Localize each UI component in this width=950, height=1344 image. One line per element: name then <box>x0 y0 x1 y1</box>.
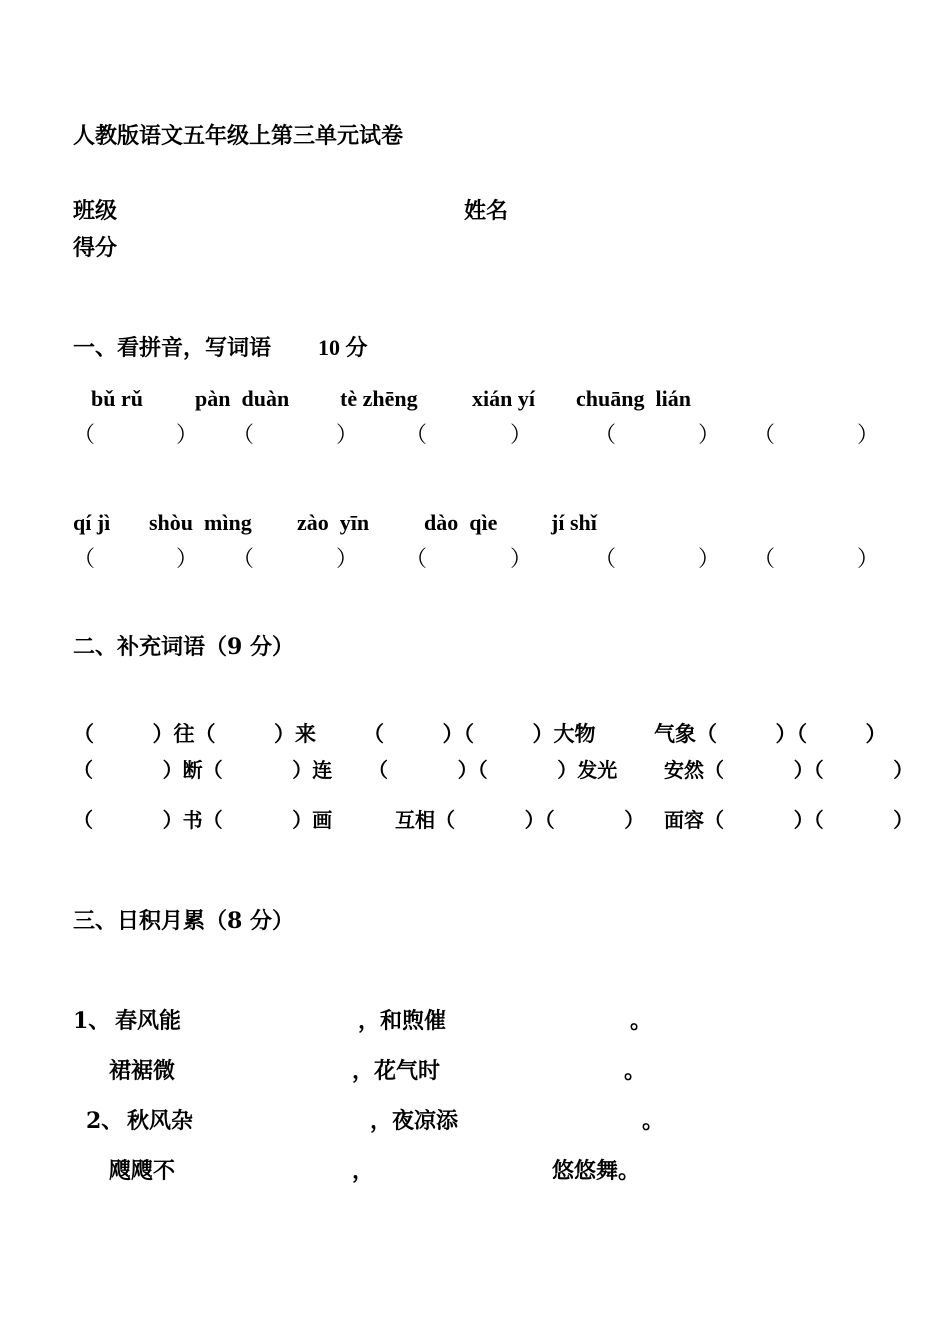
pinyin-dao-qie: dào qìe <box>424 510 498 535</box>
idiom-blank-1[interactable]: （ ）往（ ）来 <box>73 721 316 746</box>
q1b-start: 裙裾微 <box>109 1058 176 1084</box>
idiom-blank-3[interactable]: 气象（ ）（ ） <box>654 721 887 746</box>
idiom-blank-2[interactable]: （ ）（ ）大物 <box>363 721 596 746</box>
q2b-start: 飕飕不 <box>109 1158 176 1184</box>
section1-heading: 一、看拼音，写词语 <box>73 335 272 361</box>
open-paren: （ <box>405 422 428 447</box>
idiom-blank-7[interactable]: （ ）书（ ）画 <box>73 808 333 832</box>
pinyin-qi-ji: qí jì <box>73 510 111 535</box>
close-paren: ） <box>176 422 199 447</box>
pinyin-pan-duan: pàn duàn <box>195 386 290 411</box>
section3-heading: 三、日积月累（8 分） <box>73 908 294 934</box>
open-paren: （ <box>753 422 776 447</box>
question-1-number: 1、 <box>73 1008 111 1034</box>
q2a-middle: ，夜凉添 <box>370 1108 459 1134</box>
close-paren: ） <box>336 422 359 447</box>
open-paren: （ <box>594 546 617 571</box>
open-paren: （ <box>73 546 96 571</box>
close-paren: ） <box>510 546 533 571</box>
open-paren: （ <box>594 422 617 447</box>
idiom-blank-6[interactable]: 安然（ ）（ ） <box>664 758 914 782</box>
idiom-blank-4[interactable]: （ ）断（ ）连 <box>73 758 333 782</box>
open-paren: （ <box>73 422 96 447</box>
q2a-start: 秋风杂 <box>127 1108 194 1134</box>
class-label: 班级 <box>73 198 118 224</box>
close-paren: ） <box>176 546 199 571</box>
pinyin-ji-shi: jí shǐ <box>551 510 597 535</box>
q1a-start: 春风能 <box>115 1008 182 1034</box>
idiom-blank-8[interactable]: 互相（ ）（ ） <box>395 808 645 832</box>
open-paren: （ <box>405 546 428 571</box>
open-paren: （ <box>753 546 776 571</box>
q1b-end: 。 <box>624 1058 647 1084</box>
page-title: 人教版语文五年级上第三单元试卷 <box>73 123 404 149</box>
open-paren: （ <box>232 422 255 447</box>
idiom-blank-9[interactable]: 面容（ ）（ ） <box>664 808 914 832</box>
section1-points: 10 分 <box>318 335 368 360</box>
pinyin-zao-yin: zào yīn <box>297 510 370 535</box>
pinyin-chuang-lian: chuāng lián <box>576 386 691 411</box>
open-paren: （ <box>232 546 255 571</box>
close-paren: ） <box>857 546 880 571</box>
q1a-middle: ，和煦催 <box>358 1008 447 1034</box>
pinyin-te-zheng: tè zhēng <box>340 386 418 411</box>
q1a-end: 。 <box>630 1008 653 1034</box>
q2b-end: 悠悠舞。 <box>552 1158 641 1184</box>
close-paren: ） <box>510 422 533 447</box>
close-paren: ） <box>698 422 721 447</box>
q1b-middle: ，花气时 <box>352 1058 441 1084</box>
score-label: 得分 <box>73 235 118 261</box>
q2a-end: 。 <box>642 1108 665 1134</box>
idiom-blank-5[interactable]: （ ）（ ）发光 <box>368 758 618 782</box>
q2b-middle: ， <box>352 1158 375 1184</box>
close-paren: ） <box>336 546 359 571</box>
pinyin-shou-ming: shòu mìng <box>149 510 252 535</box>
name-label: 姓名 <box>464 198 509 224</box>
pinyin-bu-ru: bǔ rǔ <box>91 386 143 411</box>
question-2-number: 2、 <box>86 1108 124 1134</box>
pinyin-xian-yi: xián yí <box>472 386 535 411</box>
close-paren: ） <box>698 546 721 571</box>
section2-heading: 二、补充词语（9 分） <box>73 634 294 660</box>
close-paren: ） <box>857 422 880 447</box>
